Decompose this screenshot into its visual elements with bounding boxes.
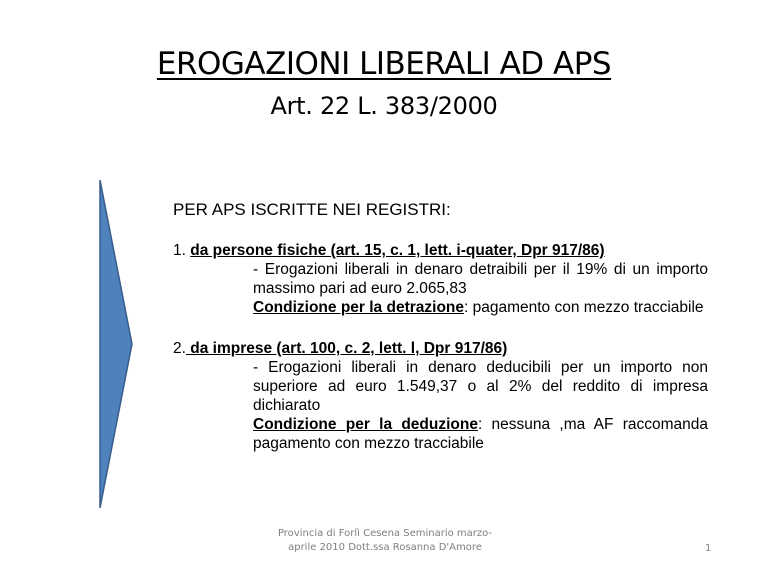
- condition-text: : nessuna ,ma AF raccomanda pagamento con mezzo tracciabile: [253, 416, 709, 452]
- footer-line: Provincia di Forlì Cesena Seminario marzo-: [277, 528, 493, 539]
- item-number: 1.: [173, 242, 191, 259]
- footer-line: aprile 2010 Dott.ssa Rosanna D'Amore: [288, 542, 482, 553]
- list-item: [173, 241, 708, 317]
- item-description: - Erogazioni liberali in denaro deducibili per un importo non superiore ad euro 1.549,37 o al 2% del reddito di impresa dichiarato: [253, 359, 708, 414]
- slide-title: EROGAZIONI LIBERALI AD APS: [156, 46, 612, 82]
- list-item: [173, 339, 708, 453]
- item-body: [253, 358, 708, 453]
- condition-text: : pagamento con mezzo tracciabile: [464, 299, 704, 316]
- condition-label: Condizione per la detrazione: [253, 299, 464, 316]
- item-number: 2.: [173, 340, 186, 357]
- slide-footer: [250, 527, 520, 555]
- slide-subtitle: Art. 22 L. 383/2000: [270, 92, 498, 120]
- section-heading: PER APS ISCRITTE NEI REGISTRI:: [173, 200, 451, 219]
- item-condition: [253, 415, 708, 453]
- item-heading-text: da persone fisiche (art. 15, c. 1, lett. i-quater, Dpr 917/86): [190, 242, 605, 259]
- item-heading: [173, 339, 708, 358]
- condition-label: Condizione per la deduzione: [253, 416, 478, 433]
- item-body: [253, 260, 708, 317]
- item-heading-text: da imprese (art. 100, c. 2, lett. l, Dpr 917/86): [185, 340, 508, 357]
- item-condition: [253, 298, 708, 317]
- slide-content: [173, 200, 708, 453]
- down-arrow-icon: [80, 178, 136, 510]
- item-heading: [173, 241, 708, 260]
- page-number: 1: [705, 543, 712, 554]
- item-description: - Erogazioni liberali in denaro detraibili per il 19% di un importo massimo pari ad euro 2.065,83: [253, 261, 708, 297]
